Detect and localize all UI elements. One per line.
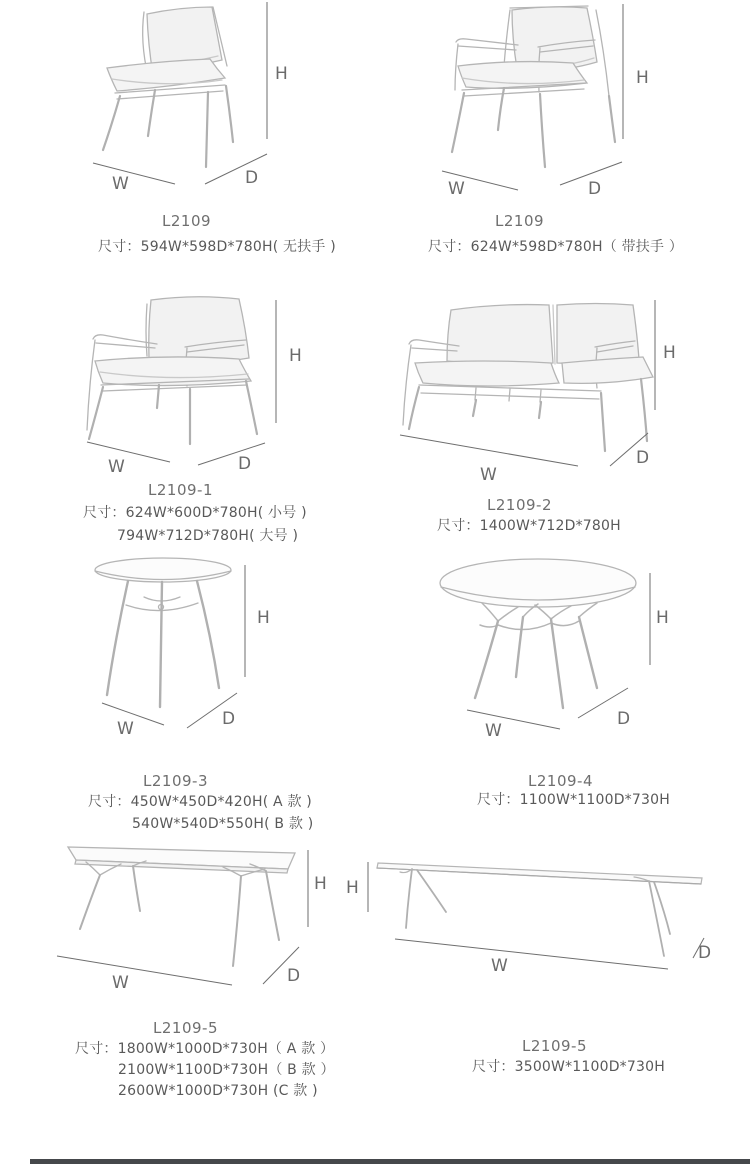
chair-frame-lines [87,297,251,430]
depth-axis-label: D [636,448,650,468]
width-axis-label: W [112,174,129,194]
product-card-round-side-table [60,555,370,845]
depth-axis-label: D [287,966,301,986]
height-axis-label: H [289,346,302,366]
model-number: L2109-4 [528,772,593,790]
height-axis-label: H [257,608,270,628]
depth-axis-label: D [698,943,712,963]
product-card-dining-chair-with-arms [400,0,700,275]
sofa-legs [409,379,647,451]
product-card-rect-dining-table [30,830,370,1120]
dimension-text-line: 尺寸：1800W*1000D*730H（ A 款 ） [75,1041,335,1057]
height-axis-label: H [314,874,327,894]
model-number: L2109-3 [143,772,208,790]
dimension-text-line: 尺寸：594W*598D*780H( 无扶手 ) [98,239,336,255]
rect-dining-table-sketch [30,830,360,1000]
depth-axis-label: D [617,709,631,729]
chair-frame-lines [107,7,227,99]
product-card-long-dining-table [340,850,750,1100]
width-axis-label: W [448,179,465,199]
table-legs [107,581,219,707]
table-legs [80,866,279,966]
lounge-armchair-sketch [60,290,330,480]
table-legs [406,869,670,956]
width-axis-label: W [117,719,134,739]
dimension-text-line: 尺寸：624W*598D*780H（ 带扶手 ） [428,239,684,255]
height-axis-label: H [275,64,288,84]
height-axis-label: H [636,68,649,88]
table-top-lines [440,559,636,607]
model-number: L2109 [495,212,545,230]
dimension-text-line: 2100W*1100D*730H（ B 款 ） [118,1062,335,1078]
table-legs [475,617,597,708]
height-axis-label: H [663,343,676,363]
depth-axis-label: D [245,168,259,188]
chair-legs [452,88,615,167]
two-seat-sofa-sketch [390,290,720,500]
dimension-text-line: 尺寸：1400W*712D*780H [437,518,621,534]
width-axis-label: W [485,721,502,741]
chair-frame-lines [455,6,609,96]
dimension-text-line: 2600W*1000D*730H (C 款 ) [118,1083,318,1099]
width-axis-label: W [480,465,497,485]
depth-axis-label: D [222,709,236,729]
dimension-text-line: 794W*712D*780H( 大号 ) [117,528,299,544]
dimension-text-line: 尺寸：450W*450D*420H( A 款 ) [88,794,312,810]
footer-divider-bar [30,1159,750,1164]
round-side-table-sketch [60,555,320,755]
dimension-lines [102,565,245,728]
dimension-text-line: 540W*540D*550H( B 款 ) [132,816,314,832]
dining-chair-with-arms-sketch [400,0,660,200]
width-axis-label: W [108,457,125,477]
width-axis-label: W [491,956,508,976]
height-axis-label: H [346,878,359,898]
model-number: L2109-5 [153,1019,218,1037]
depth-axis-label: D [238,454,252,474]
product-card-lounge-armchair [60,290,370,550]
width-axis-label: W [112,973,129,993]
product-card-dining-chair-armless [60,0,360,275]
sofa-frame-lines [403,304,653,426]
model-number: L2109-1 [148,481,213,499]
long-dining-table-sketch [340,850,750,990]
product-card-two-seat-sofa [390,290,720,535]
product-card-round-dining-table [400,555,720,845]
height-axis-label: H [656,608,669,628]
depth-axis-label: D [588,179,602,199]
model-number: L2109-5 [522,1037,587,1055]
dimension-text-line: 尺寸：624W*600D*780H( 小号 ) [83,505,307,521]
model-number: L2109-2 [487,496,552,514]
dimension-text-line: 尺寸：3500W*1100D*730H [472,1059,665,1075]
table-top-lines [377,863,702,884]
round-dining-table-sketch [400,555,710,765]
model-number: L2109 [162,212,212,230]
dimension-text-line: 尺寸：1100W*1100D*730H [477,792,670,808]
